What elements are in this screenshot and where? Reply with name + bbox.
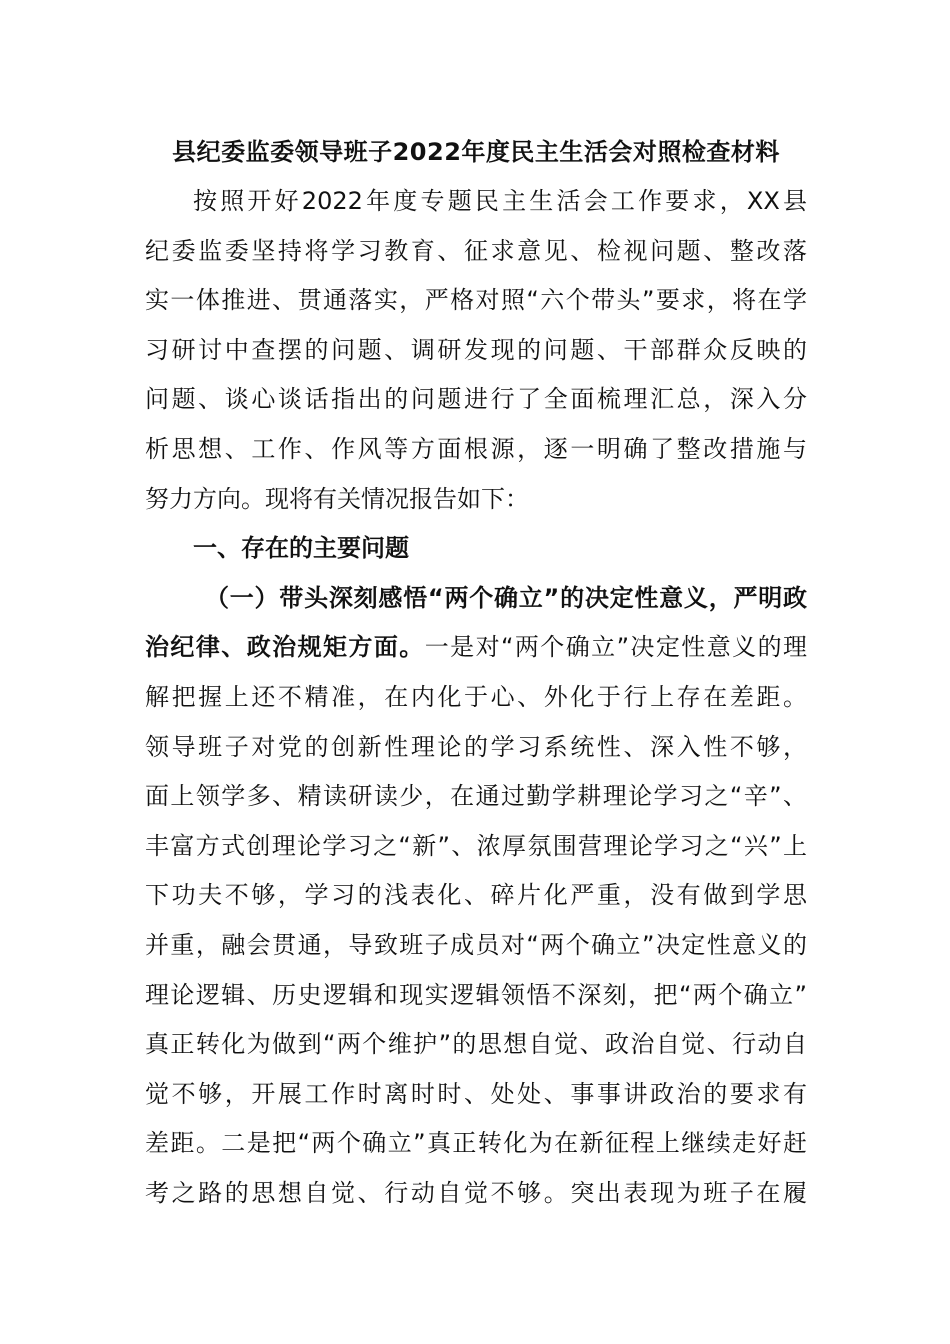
body-line: 考之路的思想自觉、行动自觉不够。突出表现为班子在履 <box>145 1178 807 1207</box>
intro-line: 实一体推进、贯通落实，严格对照“六个带头”要求，将在学 <box>145 286 807 315</box>
body-line: 觉不够，开展工作时离时时、处处、事事讲政治的要求有 <box>145 1079 807 1108</box>
document-body <box>145 177 807 1218</box>
body-line: 差距。二是把“两个确立”真正转化为在新征程上继续走好赶 <box>145 1129 807 1158</box>
body-line: 下功夫不够，学习的浅表化、碎片化严重，没有做到学思 <box>145 881 807 910</box>
subsection-heading-end: 治纪律、政治规矩方面。 <box>145 633 425 662</box>
body-text-start: 一是对“两个确立”决定性意义的理 <box>424 633 807 662</box>
document-title: 县纪委监委领导班子2022年度民主生活会对照检查材料 <box>172 138 780 166</box>
intro-line: 按照开好2022年度专题民主生活会工作要求，XX县 <box>193 187 807 215</box>
body-line: 面上领学多、精读研读少，在通过勤学耕理论学习之“辛”、 <box>145 782 807 811</box>
body-line: 解把握上还不精准，在内化于心、外化于行上存在差距。 <box>145 682 807 711</box>
intro-line: 努力方向。现将有关情况报告如下： <box>145 484 529 513</box>
intro-line: 纪委监委坚持将学习教育、征求意见、检视问题、整改落 <box>145 236 807 265</box>
intro-line: 问题、谈心谈话指出的问题进行了全面梳理汇总，深入分 <box>145 385 807 414</box>
section-heading: 一、存在的主要问题 <box>193 534 409 563</box>
body-line: 领导班子对党的创新性理论的学习系统性、深入性不够， <box>145 732 807 761</box>
body-line: 真正转化为做到“两个维护”的思想自觉、政治自觉、行动自 <box>145 1030 807 1059</box>
intro-line: 习研讨中查摆的问题、调研发现的问题、干部群众反映的 <box>145 335 807 364</box>
body-line: 并重，融会贯通，导致班子成员对“两个确立”决定性意义的 <box>145 930 807 959</box>
subsection-heading: （一）带头深刻感悟“两个确立”的决定性意义，严明政 <box>205 583 807 612</box>
intro-line: 析思想、工作、作风等方面根源，逐一明确了整改措施与 <box>145 434 807 463</box>
body-line: 丰富方式创理论学习之“新”、浓厚氛围营理论学习之“兴”上 <box>145 831 807 860</box>
subsection-heading-continuation <box>145 623 807 673</box>
body-line: 理论逻辑、历史逻辑和现实逻辑领悟不深刻，把“两个确立” <box>145 980 807 1009</box>
